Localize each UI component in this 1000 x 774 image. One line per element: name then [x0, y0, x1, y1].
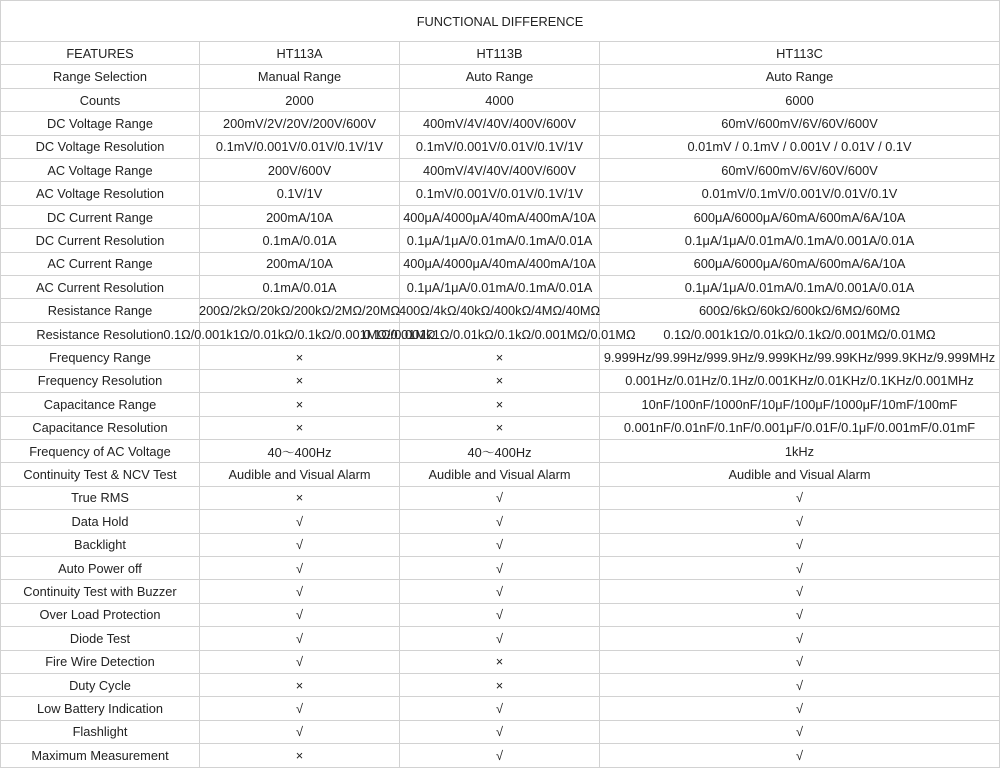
- ht113a-cell: 200mV/2V/20V/200V/600V: [200, 112, 400, 135]
- table-row: [0, 65, 1000, 88]
- ht113c-cell: 0.01mV/0.1mV/0.001V/0.01V/0.1V: [600, 182, 1000, 205]
- feature-cell: Duty Cycle: [0, 674, 200, 697]
- feature-cell: Frequency of AC Voltage: [0, 440, 200, 463]
- ht113b-cell: √: [400, 744, 600, 767]
- ht113c-cell: 600μA/6000μA/60mA/600mA/6A/10A: [600, 253, 1000, 276]
- ht113c-cell: 600Ω/6kΩ/60kΩ/600kΩ/6MΩ/60MΩ: [600, 299, 1000, 322]
- table-row: [0, 182, 1000, 205]
- ht113c-cell: √: [600, 604, 1000, 627]
- feature-cell: Flashlight: [0, 721, 200, 744]
- table-title: FUNCTIONAL DIFFERENCE: [0, 0, 1000, 42]
- ht113a-cell: √: [200, 510, 400, 533]
- feature-cell: Data Hold: [0, 510, 200, 533]
- table-row: [0, 721, 1000, 744]
- ht113c-cell: √: [600, 557, 1000, 580]
- ht113a-cell: 40～400Hz: [200, 440, 400, 463]
- ht113c-cell: 600μA/6000μA/60mA/600mA/6A/10A: [600, 206, 1000, 229]
- ht113c-cell: √: [600, 651, 1000, 674]
- ht113a-cell: Manual Range: [200, 65, 400, 88]
- ht113c-cell: 10nF/100nF/1000nF/10μF/100μF/1000μF/10mF/100mF: [600, 393, 1000, 416]
- table-row: [0, 159, 1000, 182]
- ht113a-cell: √: [200, 534, 400, 557]
- table-row: [0, 323, 1000, 346]
- ht113b-cell: ×: [400, 346, 600, 369]
- table-row: [0, 697, 1000, 720]
- ht113c-cell: 60mV/600mV/6V/60V/600V: [600, 112, 1000, 135]
- ht113b-cell: 400mV/4V/40V/400V/600V: [400, 112, 600, 135]
- ht113b-cell: 40～400Hz: [400, 440, 600, 463]
- table-row: [0, 744, 1000, 767]
- ht113c-cell: √: [600, 510, 1000, 533]
- table-row: [0, 206, 1000, 229]
- ht113a-cell: 200mA/10A: [200, 253, 400, 276]
- table-row: [0, 627, 1000, 650]
- ht113a-cell: √: [200, 604, 400, 627]
- feature-cell: Auto Power off: [0, 557, 200, 580]
- feature-cell: Frequency Resolution: [0, 370, 200, 393]
- ht113b-cell: 400mV/4V/40V/400V/600V: [400, 159, 600, 182]
- ht113c-cell: 0.001nF/0.01nF/0.1nF/0.001μF/0.01F/0.1μF/0.001mF/0.01mF: [600, 417, 1000, 440]
- table-row: [0, 299, 1000, 322]
- header-row: [0, 42, 1000, 65]
- ht113a-cell: ×: [200, 487, 400, 510]
- ht113c-cell: 1kHz: [600, 440, 1000, 463]
- features-header: FEATURES: [0, 42, 200, 65]
- table-row: [0, 417, 1000, 440]
- ht113a-cell: √: [200, 651, 400, 674]
- ht113c-cell: √: [600, 627, 1000, 650]
- ht113b-cell: 400μA/4000μA/40mA/400mA/10A: [400, 206, 600, 229]
- table-row: [0, 604, 1000, 627]
- ht113a-cell: 2000: [200, 89, 400, 112]
- model-header-ht113a: HT113A: [200, 42, 400, 65]
- ht113c-cell: √: [600, 580, 1000, 603]
- feature-cell: DC Voltage Resolution: [0, 136, 200, 159]
- ht113b-cell: 4000: [400, 89, 600, 112]
- ht113a-cell: √: [200, 557, 400, 580]
- table-row: [0, 534, 1000, 557]
- table-row: [0, 136, 1000, 159]
- ht113b-cell: √: [400, 697, 600, 720]
- feature-cell: Over Load Protection: [0, 604, 200, 627]
- ht113b-cell: √: [400, 534, 600, 557]
- ht113b-cell: 0.1μA/1μA/0.01mA/0.1mA/0.01A: [400, 229, 600, 252]
- ht113a-cell: 0.1mA/0.01A: [200, 229, 400, 252]
- ht113b-cell: 0.1mV/0.001V/0.01V/0.1V/1V: [400, 182, 600, 205]
- ht113a-cell: 0.1mV/0.001V/0.01V/0.1V/1V: [200, 136, 400, 159]
- ht113a-cell: 200Ω/2kΩ/20kΩ/200kΩ/2MΩ/20MΩ: [200, 299, 400, 322]
- ht113a-cell: √: [200, 721, 400, 744]
- ht113a-cell: 200V/600V: [200, 159, 400, 182]
- ht113c-cell: Audible and Visual Alarm: [600, 463, 1000, 486]
- ht113c-cell: √: [600, 721, 1000, 744]
- ht113b-cell: 0.1Ω/0.001k1Ω/0.01kΩ/0.1kΩ/0.001MΩ/0.01MΩ: [400, 323, 600, 346]
- ht113a-cell: ×: [200, 370, 400, 393]
- ht113b-cell: ×: [400, 393, 600, 416]
- ht113c-cell: 0.1Ω/0.001k1Ω/0.01kΩ/0.1kΩ/0.001MΩ/0.01MΩ: [600, 323, 1000, 346]
- ht113a-cell: √: [200, 580, 400, 603]
- ht113c-cell: √: [600, 534, 1000, 557]
- ht113c-cell: √: [600, 487, 1000, 510]
- table-row: [0, 229, 1000, 252]
- ht113a-cell: 0.1mA/0.01A: [200, 276, 400, 299]
- table-row: [0, 346, 1000, 369]
- feature-cell: DC Current Range: [0, 206, 200, 229]
- ht113b-cell: 0.1mV/0.001V/0.01V/0.1V/1V: [400, 136, 600, 159]
- ht113b-cell: √: [400, 721, 600, 744]
- ht113a-cell: √: [200, 627, 400, 650]
- table-row: [0, 253, 1000, 276]
- ht113a-cell: √: [200, 697, 400, 720]
- feature-cell: AC Voltage Resolution: [0, 182, 200, 205]
- table-row: [0, 276, 1000, 299]
- ht113c-cell: √: [600, 674, 1000, 697]
- ht113a-cell: 0.1V/1V: [200, 182, 400, 205]
- ht113c-cell: 0.1μA/1μA/0.01mA/0.1mA/0.001A/0.01A: [600, 229, 1000, 252]
- feature-cell: DC Current Resolution: [0, 229, 200, 252]
- ht113c-cell: 0.001Hz/0.01Hz/0.1Hz/0.001KHz/0.01KHz/0.1KHz/0.001MHz: [600, 370, 1000, 393]
- ht113b-cell: √: [400, 627, 600, 650]
- feature-cell: Maximum Measurement: [0, 744, 200, 767]
- ht113a-cell: ×: [200, 346, 400, 369]
- feature-cell: Range Selection: [0, 65, 200, 88]
- ht113a-cell: ×: [200, 417, 400, 440]
- feature-cell: Capacitance Range: [0, 393, 200, 416]
- ht113c-cell: 0.1μA/1μA/0.01mA/0.1mA/0.001A/0.01A: [600, 276, 1000, 299]
- feature-cell: Frequency Range: [0, 346, 200, 369]
- ht113c-cell: Auto Range: [600, 65, 1000, 88]
- feature-cell: AC Current Range: [0, 253, 200, 276]
- table-row: [0, 580, 1000, 603]
- ht113b-cell: √: [400, 510, 600, 533]
- ht113c-cell: 9.999Hz/99.99Hz/999.9Hz/9.999KHz/99.99KHz/999.9KHz/9.999MHz: [600, 346, 1000, 369]
- feature-cell: Resistance Range: [0, 299, 200, 322]
- ht113a-cell: 0.1Ω/0.001k1Ω/0.01kΩ/0.1kΩ/0.001MΩ/0.01MΩ: [200, 323, 400, 346]
- feature-cell: Continuity Test & NCV Test: [0, 463, 200, 486]
- ht113b-cell: ×: [400, 370, 600, 393]
- ht113a-cell: Audible and Visual Alarm: [200, 463, 400, 486]
- feature-cell: AC Current Resolution: [0, 276, 200, 299]
- ht113c-cell: 0.01mV / 0.1mV / 0.001V / 0.01V / 0.1V: [600, 136, 1000, 159]
- ht113b-cell: 400Ω/4kΩ/40kΩ/400kΩ/4MΩ/40MΩ: [400, 299, 600, 322]
- ht113c-cell: 60mV/600mV/6V/60V/600V: [600, 159, 1000, 182]
- table-row: [0, 393, 1000, 416]
- ht113b-cell: √: [400, 557, 600, 580]
- ht113a-cell: ×: [200, 744, 400, 767]
- feature-cell: Capacitance Resolution: [0, 417, 200, 440]
- ht113a-cell: ×: [200, 393, 400, 416]
- model-header-ht113b: HT113B: [400, 42, 600, 65]
- table-row: [0, 112, 1000, 135]
- ht113b-cell: √: [400, 487, 600, 510]
- table-row: [0, 440, 1000, 463]
- ht113a-cell: 200mA/10A: [200, 206, 400, 229]
- feature-cell: Resistance Resolution: [0, 323, 200, 346]
- feature-cell: DC Voltage Range: [0, 112, 200, 135]
- ht113b-cell: ×: [400, 417, 600, 440]
- ht113c-cell: 6000: [600, 89, 1000, 112]
- feature-cell: AC Voltage Range: [0, 159, 200, 182]
- ht113b-cell: √: [400, 580, 600, 603]
- feature-cell: Backlight: [0, 534, 200, 557]
- model-header-ht113c: HT113C: [600, 42, 1000, 65]
- table-row: [0, 370, 1000, 393]
- ht113b-cell: Audible and Visual Alarm: [400, 463, 600, 486]
- feature-cell: Continuity Test with Buzzer: [0, 580, 200, 603]
- feature-cell: Fire Wire Detection: [0, 651, 200, 674]
- ht113b-cell: 0.1μA/1μA/0.01mA/0.1mA/0.01A: [400, 276, 600, 299]
- table-row: [0, 510, 1000, 533]
- table-row: [0, 89, 1000, 112]
- ht113c-cell: √: [600, 697, 1000, 720]
- ht113a-cell: ×: [200, 674, 400, 697]
- ht113b-cell: ×: [400, 674, 600, 697]
- feature-cell: Counts: [0, 89, 200, 112]
- feature-cell: Diode Test: [0, 627, 200, 650]
- feature-cell: True RMS: [0, 487, 200, 510]
- ht113c-cell: √: [600, 744, 1000, 767]
- ht113b-cell: Auto Range: [400, 65, 600, 88]
- table-row: [0, 674, 1000, 697]
- table-row: [0, 557, 1000, 580]
- table-row: [0, 487, 1000, 510]
- ht113b-cell: √: [400, 604, 600, 627]
- ht113b-cell: 400μA/4000μA/40mA/400mA/10A: [400, 253, 600, 276]
- feature-cell: Low Battery Indication: [0, 697, 200, 720]
- table-row: [0, 463, 1000, 486]
- table-row: [0, 651, 1000, 674]
- ht113b-cell: ×: [400, 651, 600, 674]
